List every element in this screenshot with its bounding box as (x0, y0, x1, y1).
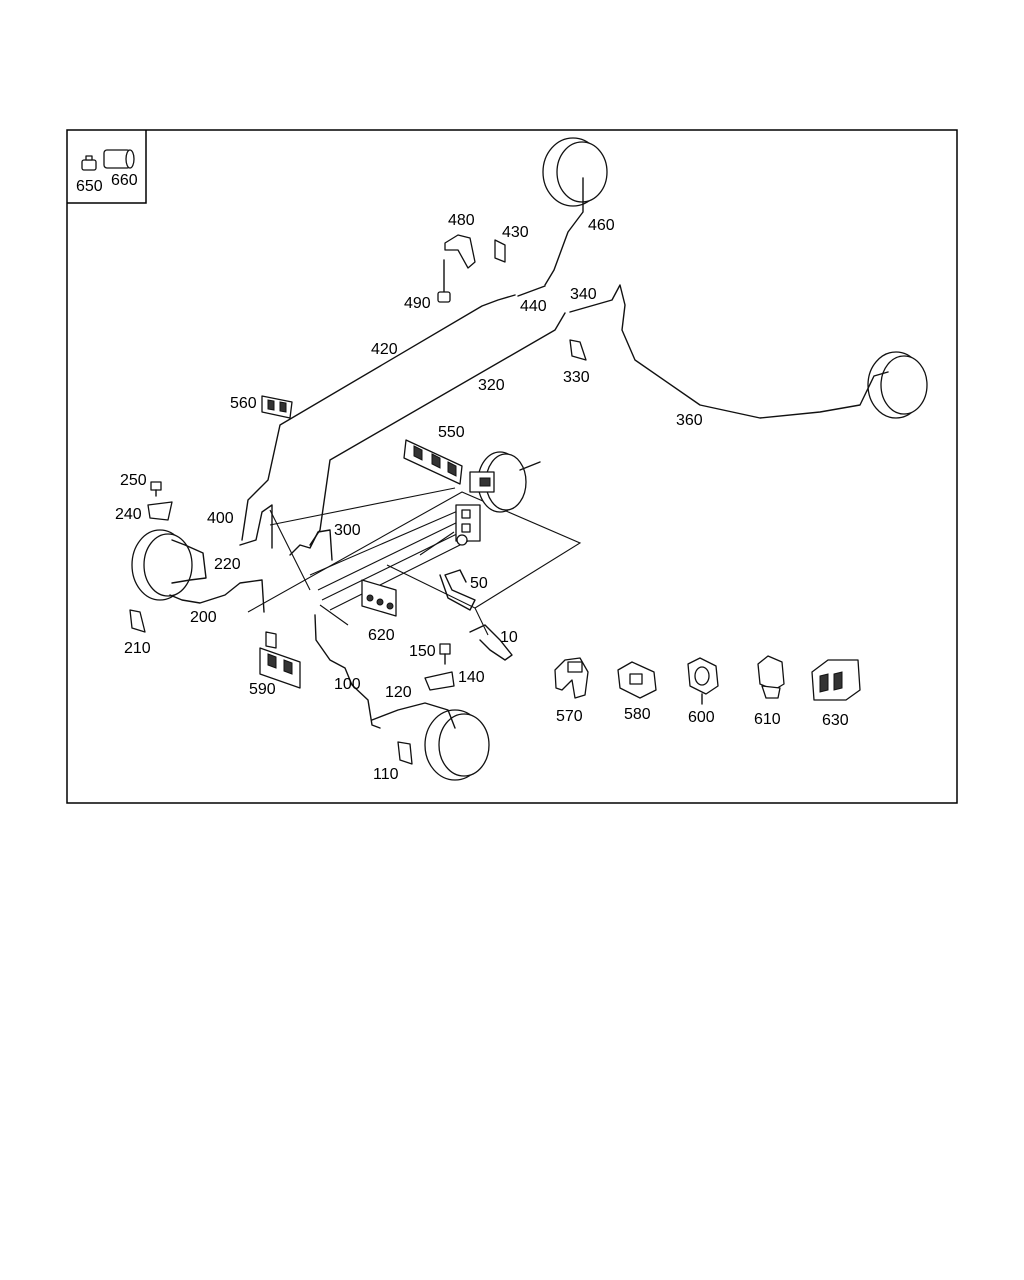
brake-booster-icon (470, 452, 540, 512)
inset-box (67, 130, 146, 203)
label-100: 100 (334, 676, 361, 693)
label-580: 580 (624, 706, 651, 723)
label-620: 620 (368, 627, 395, 644)
label-140: 140 (458, 669, 485, 686)
label-200: 200 (190, 609, 217, 626)
label-420: 420 (371, 341, 398, 358)
brake-lines (170, 178, 888, 728)
label-220: 220 (214, 556, 241, 573)
bracket-110-icon (398, 742, 412, 764)
clip-430-icon (495, 240, 505, 262)
clip-330-icon (570, 340, 586, 360)
label-490: 490 (404, 295, 431, 312)
label-150: 150 (409, 643, 436, 660)
label-600: 600 (688, 709, 715, 726)
label-650: 650 (76, 178, 103, 195)
wheel-rear-right-icon (543, 138, 607, 206)
label-330: 330 (563, 369, 590, 386)
label-50: 50 (470, 575, 488, 592)
clip-570-icon (555, 658, 588, 698)
clip-560-icon (262, 396, 292, 418)
valve-block-620-icon (362, 580, 396, 616)
label-210: 210 (124, 640, 151, 657)
label-590: 590 (249, 681, 276, 698)
label-240: 240 (115, 506, 142, 523)
bolt-250-icon (151, 482, 161, 496)
label-320: 320 (478, 377, 505, 394)
label-570: 570 (556, 708, 583, 725)
label-460: 460 (588, 217, 615, 234)
bracket-140-icon (425, 672, 454, 690)
label-250: 250 (120, 472, 147, 489)
label-300: 300 (334, 522, 361, 539)
bolt-150-icon (440, 644, 450, 664)
label-10: 10 (500, 629, 518, 646)
clip-550-icon (404, 440, 462, 484)
label-660: 660 (111, 172, 138, 189)
bracket-480-icon (445, 235, 475, 268)
clip-580-icon (618, 662, 656, 698)
clip-590-icon (260, 632, 300, 688)
bracket-210-icon (130, 610, 145, 632)
label-610: 610 (754, 711, 781, 728)
bracket-240-icon (148, 502, 172, 520)
sleeve-660-icon (104, 150, 134, 168)
wheel-rear-left-icon (868, 352, 927, 418)
label-630: 630 (822, 712, 849, 729)
label-480: 480 (448, 212, 475, 229)
label-360: 360 (676, 412, 703, 429)
label-430: 430 (502, 224, 529, 241)
clip-600-icon (688, 658, 718, 704)
clip-630-icon (812, 660, 860, 700)
label-440: 440 (520, 298, 547, 315)
clip-610-icon (758, 656, 784, 698)
bolt-490-icon (438, 260, 450, 302)
wheel-front-right-icon (425, 710, 489, 780)
label-120: 120 (385, 684, 412, 701)
label-550: 550 (438, 424, 465, 441)
wheel-front-left-icon (132, 530, 192, 600)
label-110: 110 (373, 766, 399, 783)
label-340: 340 (570, 286, 597, 303)
label-560: 560 (230, 395, 257, 412)
label-400: 400 (207, 510, 234, 527)
abs-unit-icon (456, 505, 480, 545)
plug-650-icon (82, 156, 96, 170)
